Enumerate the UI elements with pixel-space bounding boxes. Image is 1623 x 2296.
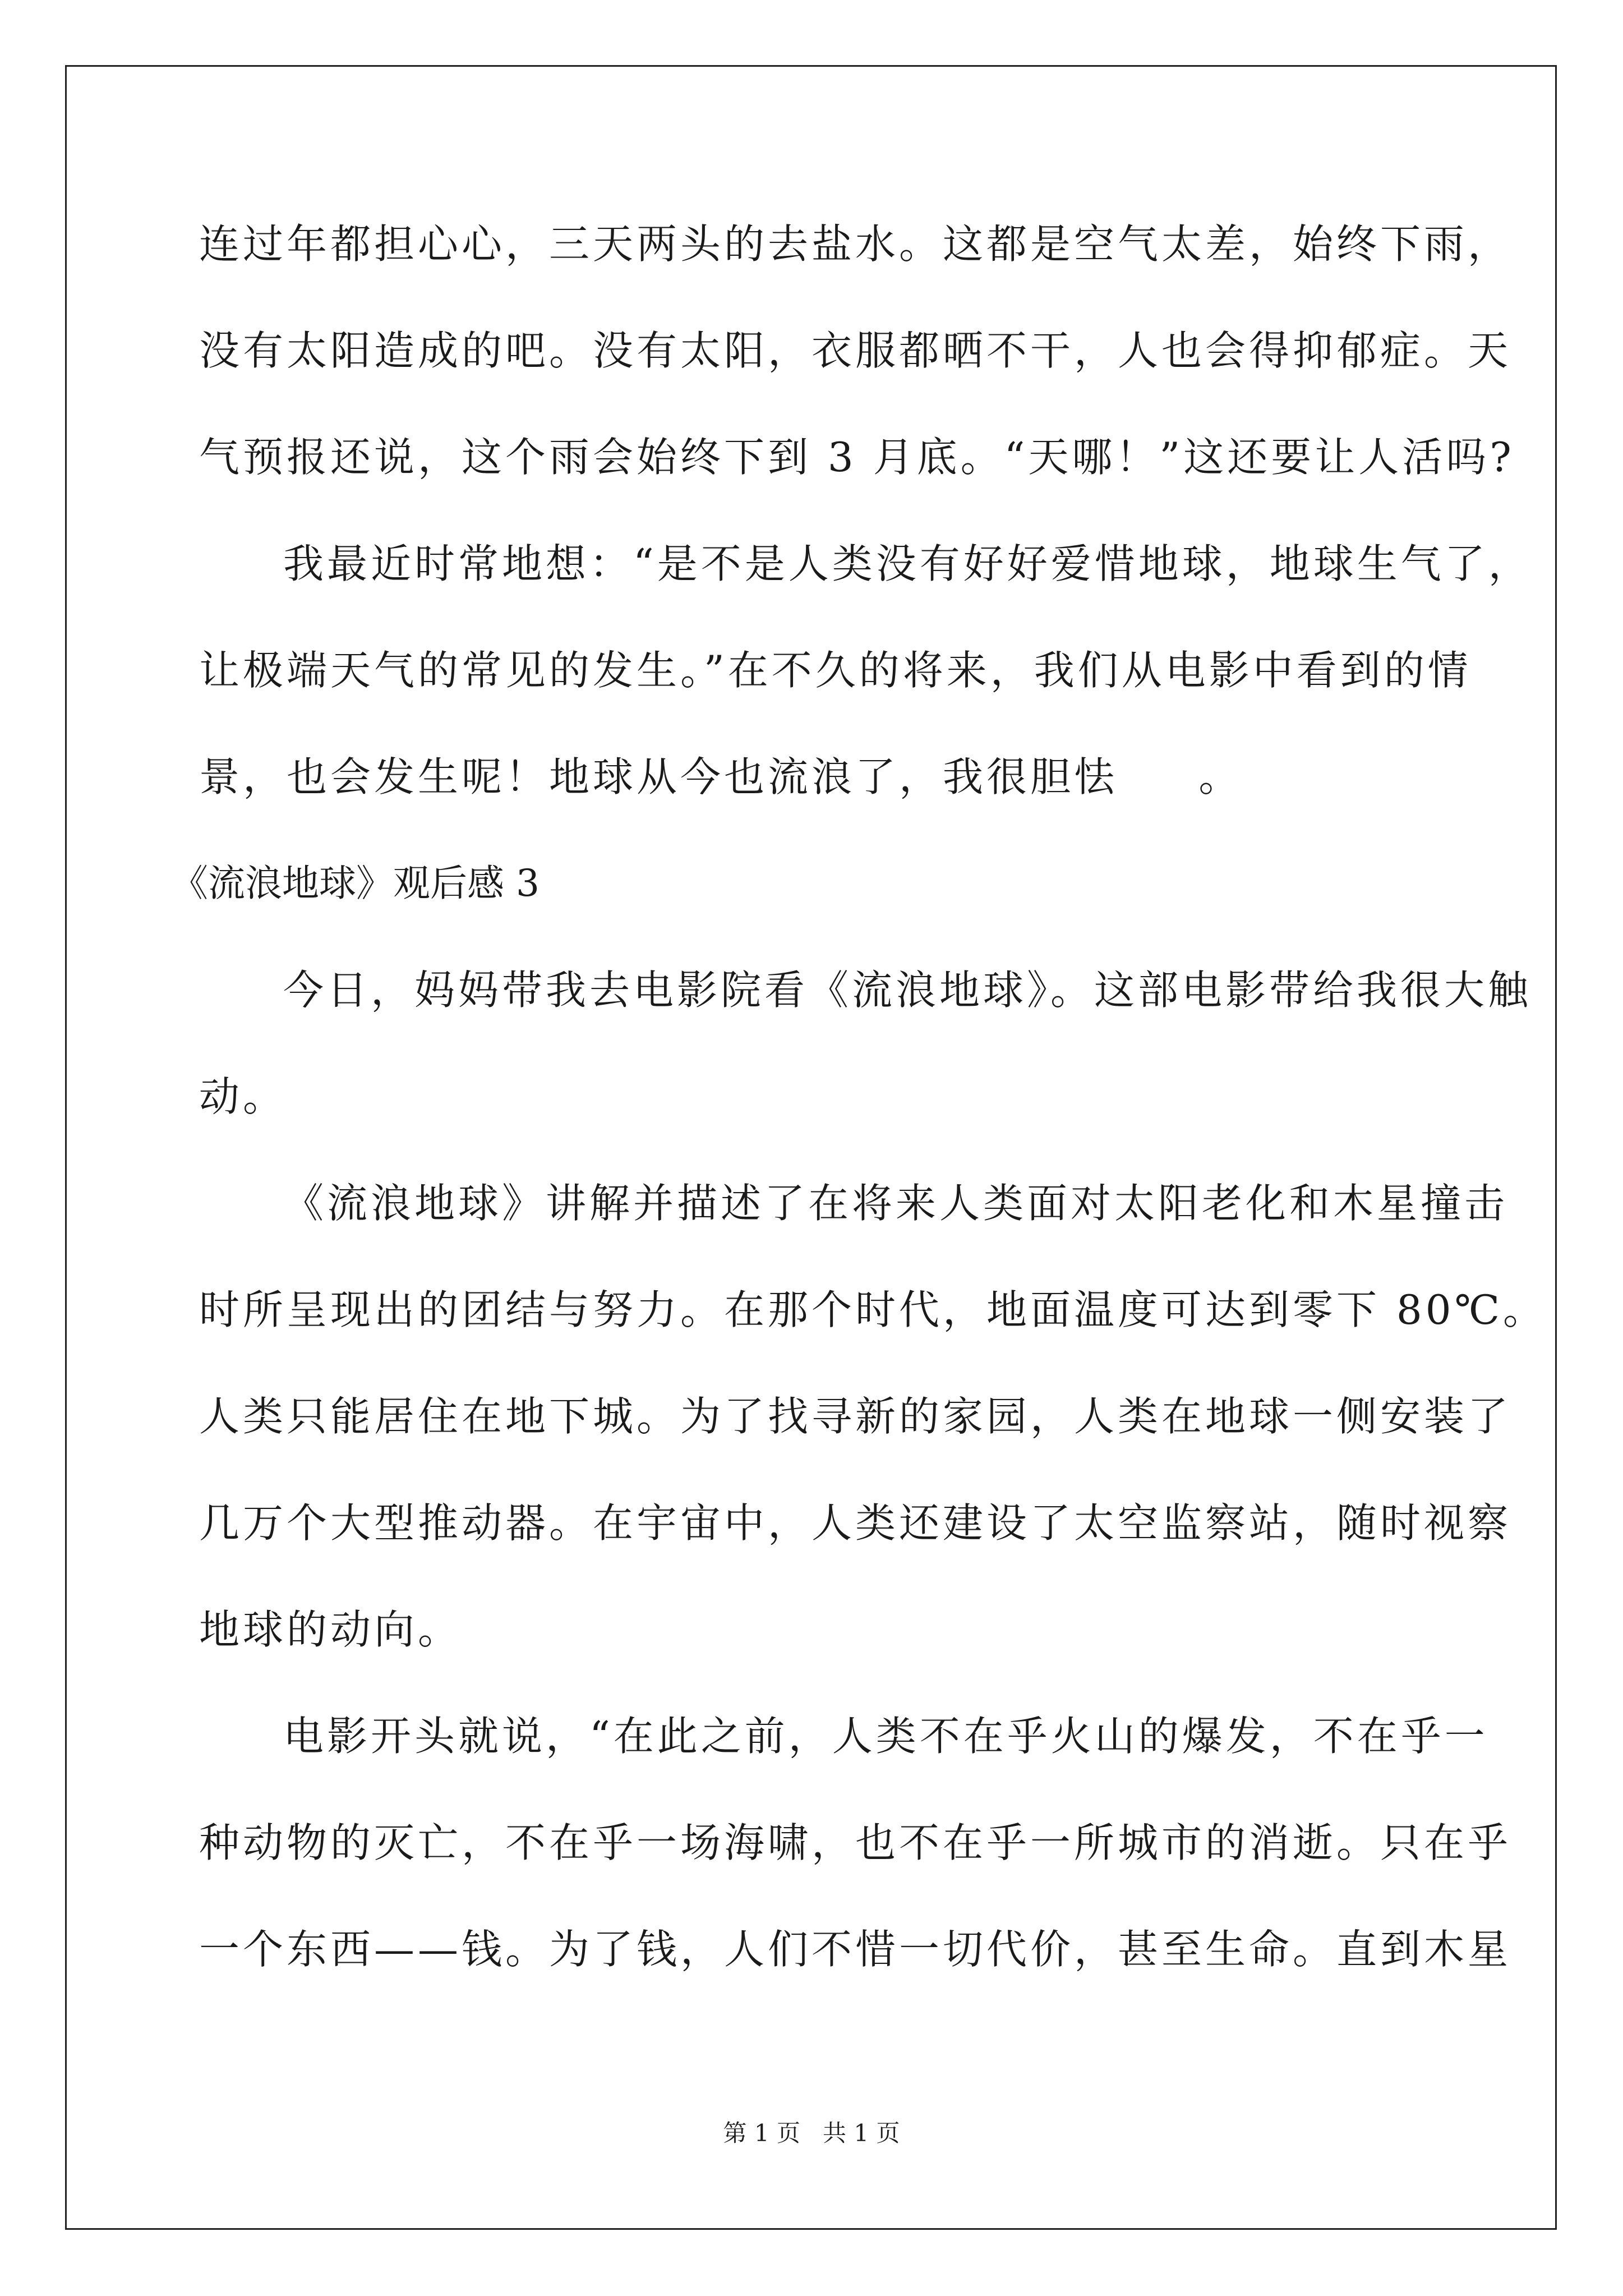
text-line: 一个东西——钱。为了钱，人们不惜一切代价，甚至生命。直到木星 xyxy=(199,1926,1512,1973)
text-line: 我最近时常地想：“是不是人类没有好好爱惜地球，地球生气了， xyxy=(283,540,1532,587)
text-line: 连过年都担心心，三天两头的去盐水。这都是空气太差，始终下雨， xyxy=(199,220,1512,268)
text-line: 种动物的灭亡，不在乎一场海啸，也不在乎一所城市的消逝。只在乎 xyxy=(199,1819,1512,1866)
text-line: 几万个大型推动器。在宇宙中，人类还建设了太空监察站，随时视察 xyxy=(199,1499,1512,1547)
page-border xyxy=(65,65,1557,2230)
page-footer: 第 1 页 共 1 页 xyxy=(723,2119,900,2147)
text-line: 时所呈现出的团结与努力。在那个时代，地面温度可达到零下 80℃。 xyxy=(199,1286,1547,1333)
text-line: 让极端天气的常见的发生。”在不久的将来，我们从电影中看到的情 xyxy=(199,647,1472,694)
section-title: 《流浪地球》观后感 3 xyxy=(171,862,540,905)
text-line: 气预报还说，这个雨会始终下到 3 月底。“天哪！”这还要让人活吗? xyxy=(199,434,1515,481)
text-line: 今日，妈妈带我去电影院看《流浪地球》。这部电影带给我很大触 xyxy=(283,967,1532,1014)
text-line: 电影开头就说，“在此之前，人类不在乎火山的爆发，不在乎一 xyxy=(283,1713,1488,1760)
text-line: 地球的动向。 xyxy=(199,1606,462,1653)
text-line: 《流浪地球》讲解并描述了在将来人类面对太阳老化和木星撞击 xyxy=(283,1180,1509,1227)
text-line: 动。 xyxy=(199,1073,287,1120)
text-line: 人类只能居住在地下城。为了找寻新的家园，人类在地球一侧安装了 xyxy=(199,1393,1512,1440)
text-line: 没有太阳造成的吧。没有太阳，衣服都晒不干，人也会得抑郁症。天 xyxy=(199,327,1512,374)
text-line: 景，也会发生呢！地球从今也流浪了，我很胆怯 。 xyxy=(199,753,1243,800)
